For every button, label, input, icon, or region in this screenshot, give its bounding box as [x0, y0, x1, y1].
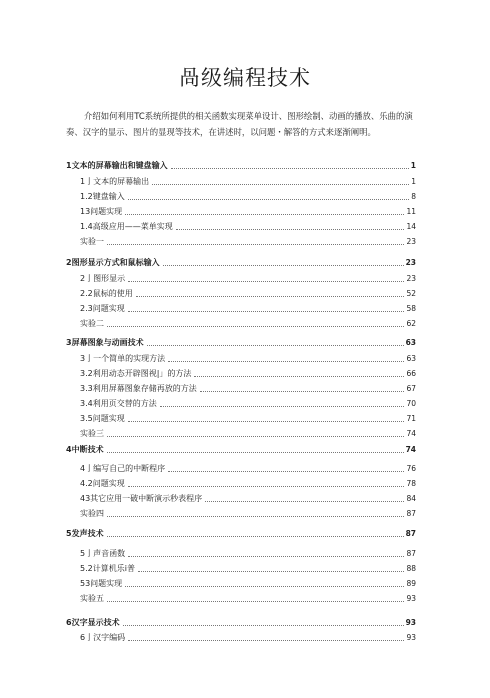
dot-leader	[123, 624, 404, 626]
toc-page-number: 62	[406, 319, 416, 328]
toc-page-number: 93	[406, 633, 416, 642]
toc-page-number: 76	[406, 464, 416, 473]
dot-leader	[107, 515, 404, 517]
toc-label: 1.4高级应用——菜单实现	[80, 222, 173, 231]
toc-page-number: 87	[405, 529, 416, 538]
toc-page-number: 84	[406, 494, 416, 503]
toc-page-number: 71	[406, 414, 416, 423]
toc-page-number: 66	[406, 369, 416, 378]
toc-page-number: 74	[406, 429, 416, 438]
toc-label: 53问题实现	[80, 579, 123, 588]
dot-leader	[107, 600, 404, 602]
toc-label: 5亅声音函数	[80, 549, 126, 558]
document-title: 咼级编程技术	[179, 66, 311, 90]
toc-entry	[80, 629, 416, 643]
toc-label: 1文本的屏幕输出和键盘输入	[66, 161, 168, 170]
toc-entry	[80, 315, 416, 329]
intro-paragraph: 介绍如何利用TC系统所提供的相关函数实现菜单设计、图形绘制、动画的播放、乐曲的演奏、汉字的显示、图片的显现等技术，在讲述时，以问题・解答的方式来逐渐阐明。	[66, 111, 413, 137]
toc-page-number: 89	[406, 579, 416, 588]
toc-entry	[80, 505, 416, 519]
dot-leader	[128, 198, 409, 200]
dot-leader	[128, 485, 405, 487]
toc-label: 6亅汉字编码	[80, 633, 126, 642]
toc-page-number: 93	[405, 618, 416, 627]
toc-label: 实验四	[80, 509, 104, 518]
dot-leader	[168, 470, 404, 472]
toc-entry	[80, 410, 416, 424]
dot-leader	[107, 243, 404, 245]
toc-entry	[80, 490, 416, 504]
toc-page-number: 8	[411, 192, 416, 201]
toc-label: 3亅一个简单的实现方法	[80, 354, 166, 363]
dot-leader	[107, 451, 404, 453]
toc-entry	[80, 575, 416, 589]
toc-page-number: 14	[406, 222, 416, 231]
dot-leader	[171, 167, 409, 169]
toc-label: 4中断技术	[66, 445, 104, 454]
toc-page-number: 70	[406, 399, 416, 408]
toc-entry	[80, 590, 416, 604]
dot-leader	[128, 310, 405, 312]
dot-leader	[147, 344, 404, 346]
dot-leader	[160, 405, 405, 407]
toc-label: 4.2问题实现	[80, 479, 125, 488]
dot-leader	[107, 325, 404, 327]
toc-entry	[80, 270, 416, 284]
dot-leader	[107, 435, 404, 437]
dot-leader	[152, 183, 409, 185]
toc-label: 3屏幕图象与动画技术	[66, 338, 144, 347]
toc-page-number: 58	[406, 304, 416, 313]
toc-entry	[80, 233, 416, 247]
toc-label: 1亅文本的屏幕输出	[80, 177, 150, 186]
toc-chapter	[66, 254, 416, 268]
dot-leader	[200, 390, 405, 392]
toc-label: 5.2计算机乐i普	[80, 564, 135, 573]
toc-entry	[80, 425, 416, 439]
toc-label: 实验五	[80, 594, 104, 603]
toc-chapter	[66, 525, 416, 539]
toc-page-number: 52	[406, 289, 416, 298]
toc-label: 2亅图形显示	[80, 274, 126, 283]
dot-leader	[128, 420, 405, 422]
toc-entry	[80, 560, 416, 574]
toc-entry	[80, 218, 416, 232]
toc-label: 4亅编写自己的中断程序	[80, 464, 166, 473]
toc-page-number: 87	[406, 549, 416, 558]
toc-entry	[80, 203, 416, 217]
toc-label: 3.2利用动态开辟图视|」的方法	[80, 369, 192, 378]
toc-label: 3.5问题实现	[80, 414, 125, 423]
toc-entry	[80, 380, 416, 394]
dot-leader	[128, 555, 404, 557]
toc-page-number: 1	[411, 177, 416, 186]
dot-leader	[128, 639, 404, 641]
toc-label: 实验二	[80, 319, 104, 328]
dot-leader	[205, 500, 404, 502]
dot-leader	[125, 213, 404, 215]
toc-entry	[80, 395, 416, 409]
dot-leader	[176, 228, 405, 230]
toc-chapter	[66, 157, 416, 171]
toc-label: 2.3问题实现	[80, 304, 125, 313]
toc-page-number: 63	[405, 338, 416, 347]
dot-leader	[125, 585, 404, 587]
toc-entry	[80, 545, 416, 559]
dot-leader	[168, 360, 404, 362]
toc-label: 43其它应用一破中断演示秒表程序	[80, 494, 203, 503]
toc-label: 6汉字显示技术	[66, 618, 120, 627]
toc-chapter	[66, 614, 416, 628]
toc-page-number: 78	[406, 479, 416, 488]
toc-page-number: 23	[406, 237, 416, 246]
toc-page-number: 88	[406, 564, 416, 573]
toc-page-number: 67	[406, 384, 416, 393]
toc-page-number: 93	[406, 594, 416, 603]
toc-chapter	[66, 441, 416, 455]
dot-leader	[128, 280, 404, 282]
dot-leader	[194, 375, 404, 377]
toc-entry	[80, 285, 416, 299]
toc-entry	[80, 300, 416, 314]
toc-label: 2图形显示方式和鼠标输入	[66, 258, 160, 267]
toc-page-number: 23	[406, 274, 416, 283]
toc-entry	[80, 460, 416, 474]
dot-leader	[136, 295, 405, 297]
toc-page-number: 74	[405, 445, 416, 454]
toc-label: 3.3利用屏幕图象存储再放的方法	[80, 384, 197, 393]
toc-label: 1.2键盘输入	[80, 192, 125, 201]
toc-entry	[80, 173, 416, 187]
dot-leader	[138, 570, 405, 572]
toc-entry	[80, 475, 416, 489]
toc-label: 5发声技术	[66, 529, 104, 538]
toc-entry	[80, 365, 416, 379]
dot-leader	[107, 535, 404, 537]
toc-label: 13问题实现	[80, 207, 123, 216]
toc-label: 实验三	[80, 429, 104, 438]
toc-label: 3.4利用页交替的方法	[80, 399, 157, 408]
toc-label: 实验一	[80, 237, 104, 246]
toc-page-number: 87	[406, 509, 416, 518]
toc-entry	[80, 350, 416, 364]
toc-page-number: 23	[405, 258, 416, 267]
toc-page-number: 1	[410, 161, 416, 170]
toc-entry	[80, 188, 416, 202]
toc-chapter	[66, 334, 416, 348]
toc-page-number: 63	[406, 354, 416, 363]
toc-page-number: 11	[406, 207, 416, 216]
dot-leader	[163, 264, 404, 266]
toc-label: 2.2鼠标的使用	[80, 289, 133, 298]
